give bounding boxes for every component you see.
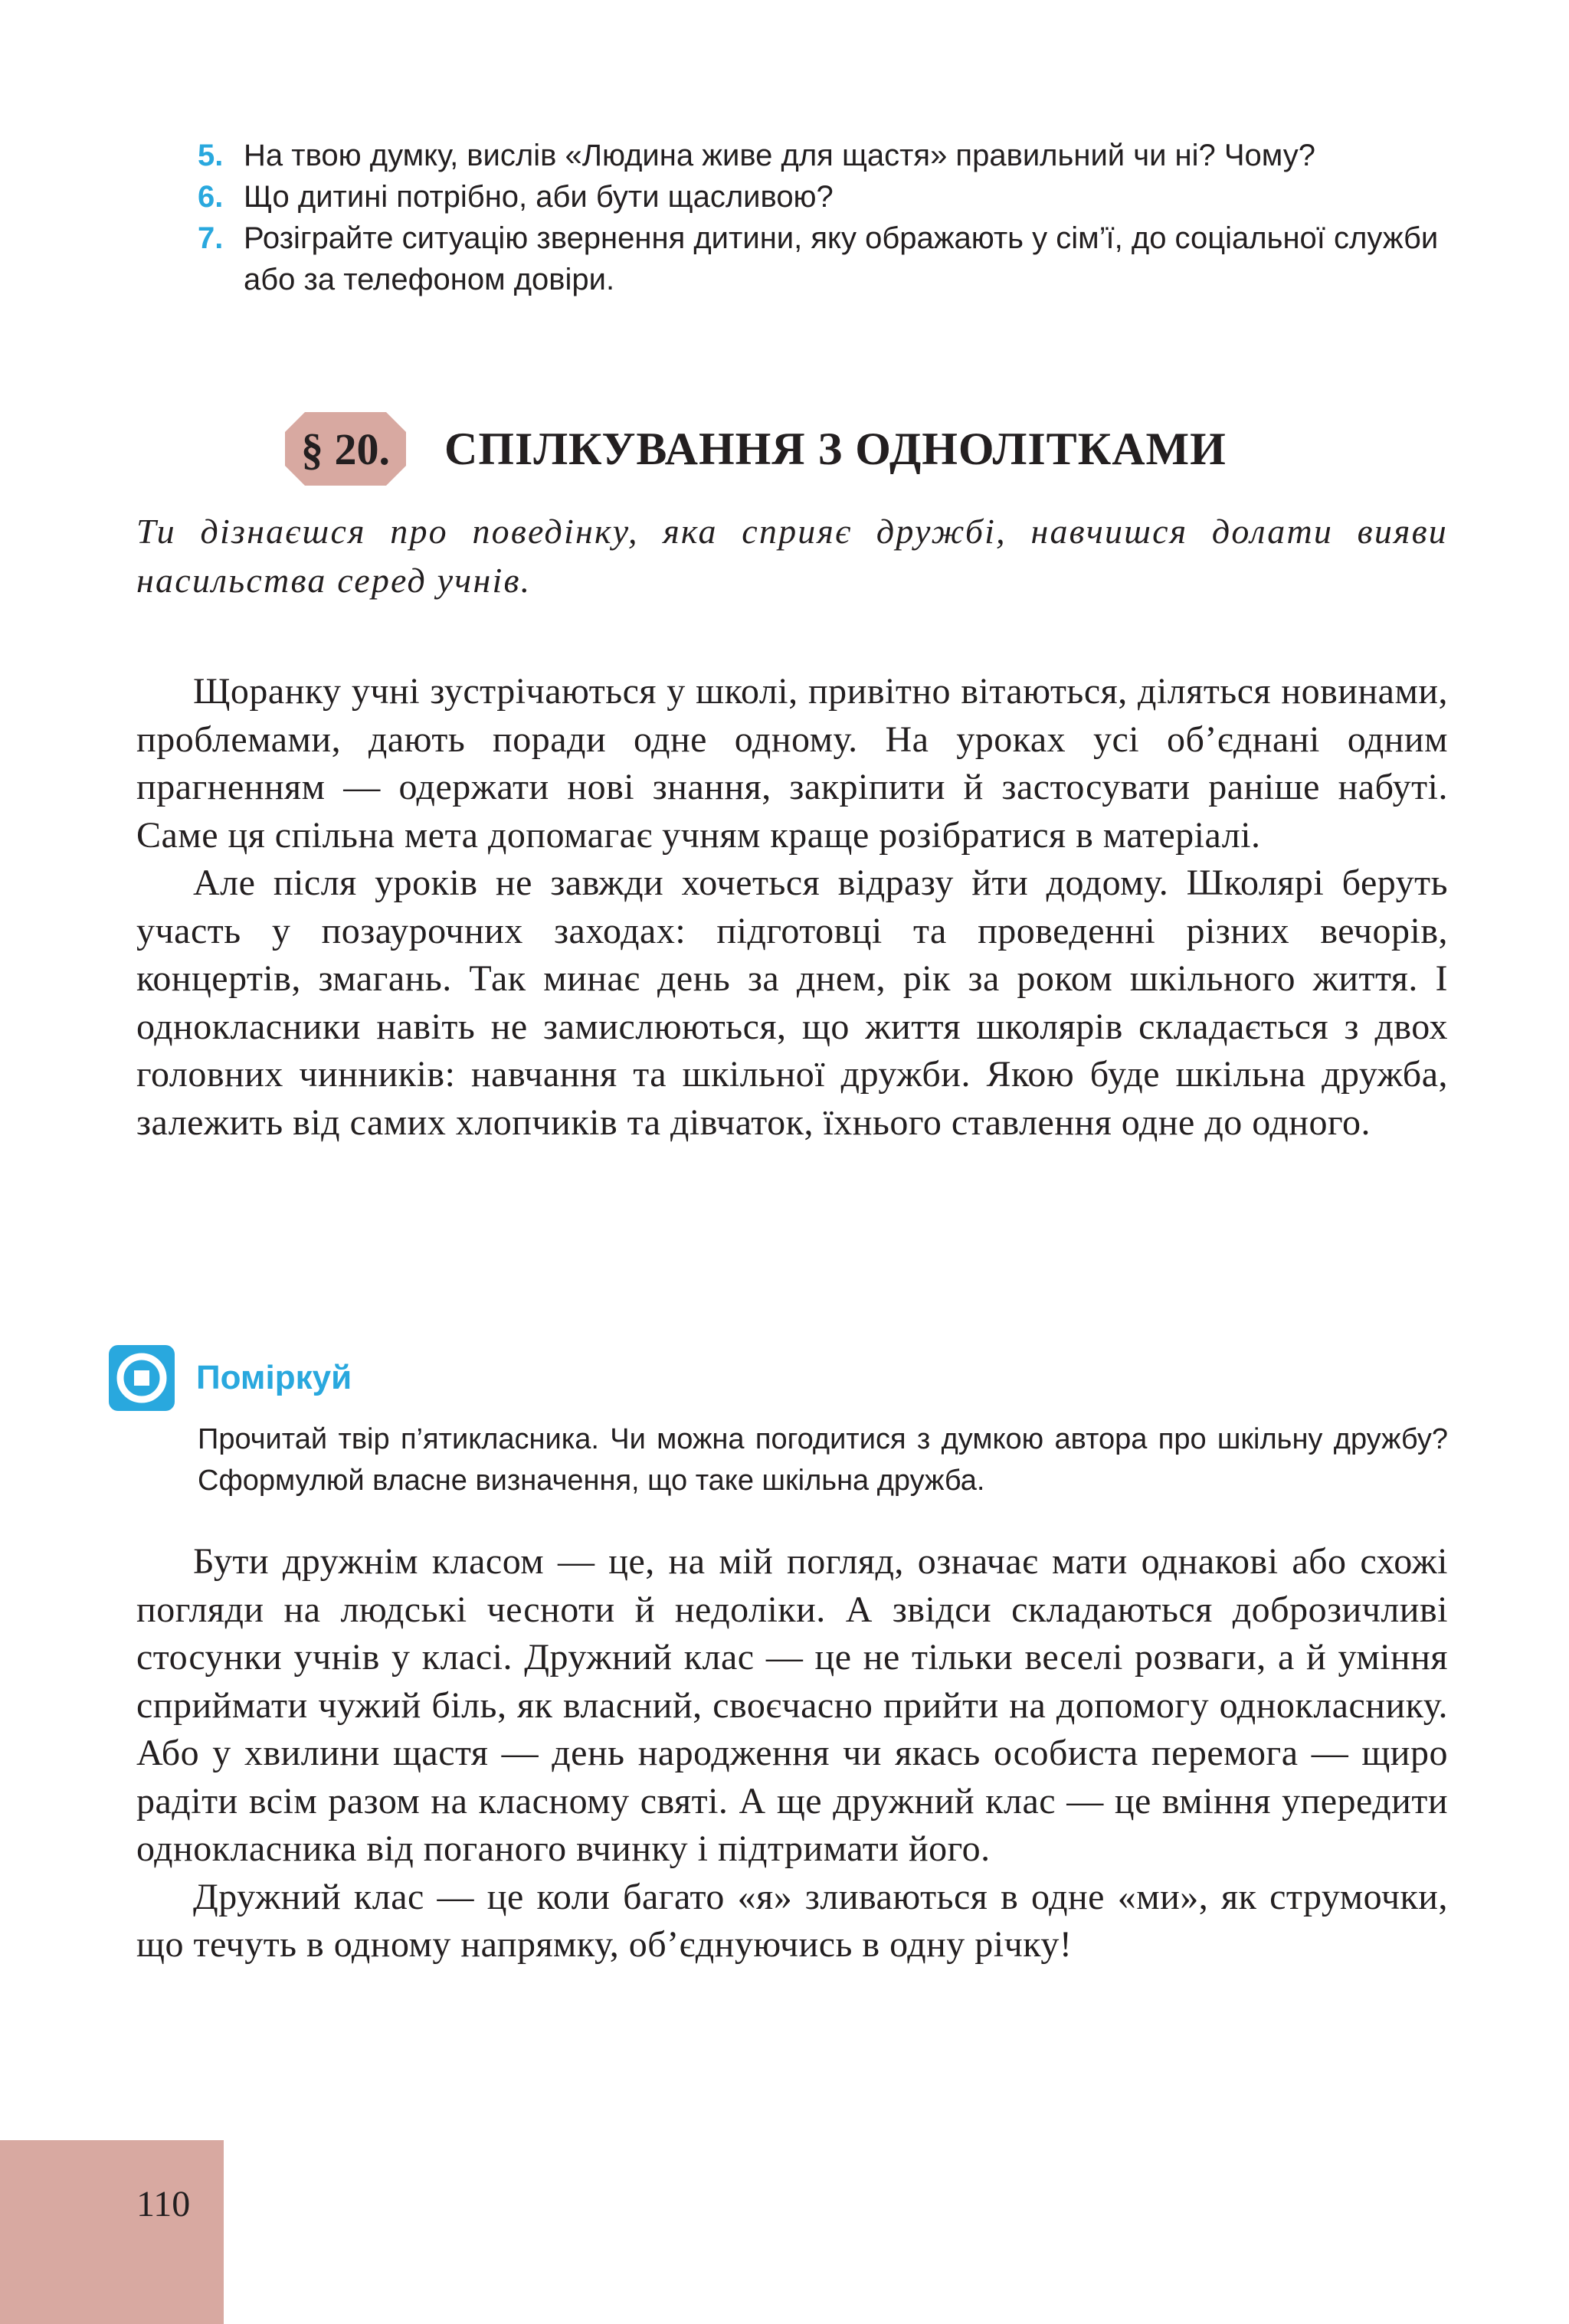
list-item: [198, 176, 1454, 218]
essay-text: [136, 1538, 1448, 1969]
paragraph: Дружний клас — це коли багато «я» зливаються в одне «ми», як струмочки, що течуть в одному напрямку, об’єднуючись в одну річку!: [136, 1876, 1448, 1965]
paragraph: Щоранку учні зустрічаються у школі, привітно вітаються, діляться новинами, проблемами, дають поради одне одному. На уроках усі об’єднані одним прагненням — одержати нові знання, закріпити й застосувати раніше набуті. Саме ця спільна мета допомагає учням краще розібратися в матеріалі.: [136, 671, 1448, 856]
paragraph: Але після уроків не завжди хочеться відразу йти додому. Школярі беруть участь у позаурочних заходах: підготовці та проведенні різних вечорів, концертів, змагань. Так минає день за днем, рік за роком шкільного життя. І однокласники навіть не замислюються, що життя школярів складається з двох головних чинників: навчання та шкільної дружби. Якою буде шкільна дружба, залежить від самих хлопчиків та дівчаток, їхнього ставлення одне до одного.: [136, 862, 1448, 1143]
think-box-header: [109, 1345, 352, 1411]
body-text: [136, 668, 1448, 1147]
question-text: На твою думку, вислів «Людина живе для щастя» правильний чи ні? Чому?: [244, 139, 1315, 172]
page-number-tab: [0, 2140, 224, 2324]
section-number: § 20.: [301, 424, 390, 474]
page-number: 110: [136, 2184, 191, 2224]
think-task: Прочитай твір п’ятикласника. Чи можна погодитися з думкою автора про шкільну дружбу? Сформулюй власне визначення, що таке шкільна дружба.: [198, 1423, 1448, 1497]
question-number: 7.: [198, 221, 224, 255]
square-in-square-icon: [109, 1345, 175, 1411]
question-number: 6.: [198, 180, 224, 214]
question-number: 5.: [198, 139, 224, 172]
paragraph: Бути дружнім класом — це, на мій погляд, означає мати однакові або схожі погляди на людські чесноти й недоліки. А звідси складаються доброзичливі стосунки учнів у класі. Дружний клас — це не тільки веселі розваги, а й уміння сприймати чужий біль, як власний, своєчасно прийти на допомогу однокласнику. Або у хвилини щастя — день народження чи якась особиста перемога — щиро радіти всім разом на класному святі. А ще дружний клас — це вміння упередити однокласника від поганого вчинку і підтримати його.: [136, 1541, 1448, 1869]
section-header: [285, 412, 1358, 486]
question-text: Що дитині потрібно, аби бути щасливою?: [244, 180, 834, 214]
think-label: Поміркуй: [196, 1359, 352, 1396]
question-text: Розіграйте ситуацію звернення дитини, яку ображають у сім’ї, до соціальної служби або за телефоном довіри.: [244, 221, 1439, 296]
section-intro: Ти дізнаєшся про поведінку, яка сприяє дружбі, навчишся долати вияви насильства серед учнів.: [136, 512, 1448, 600]
section-number-badge: [285, 412, 406, 486]
question-list: [198, 135, 1454, 300]
list-item: [198, 135, 1454, 176]
section-title: СПІЛКУВАННЯ З ОДНОЛІТКАМИ: [444, 423, 1227, 474]
list-item: [198, 218, 1454, 300]
